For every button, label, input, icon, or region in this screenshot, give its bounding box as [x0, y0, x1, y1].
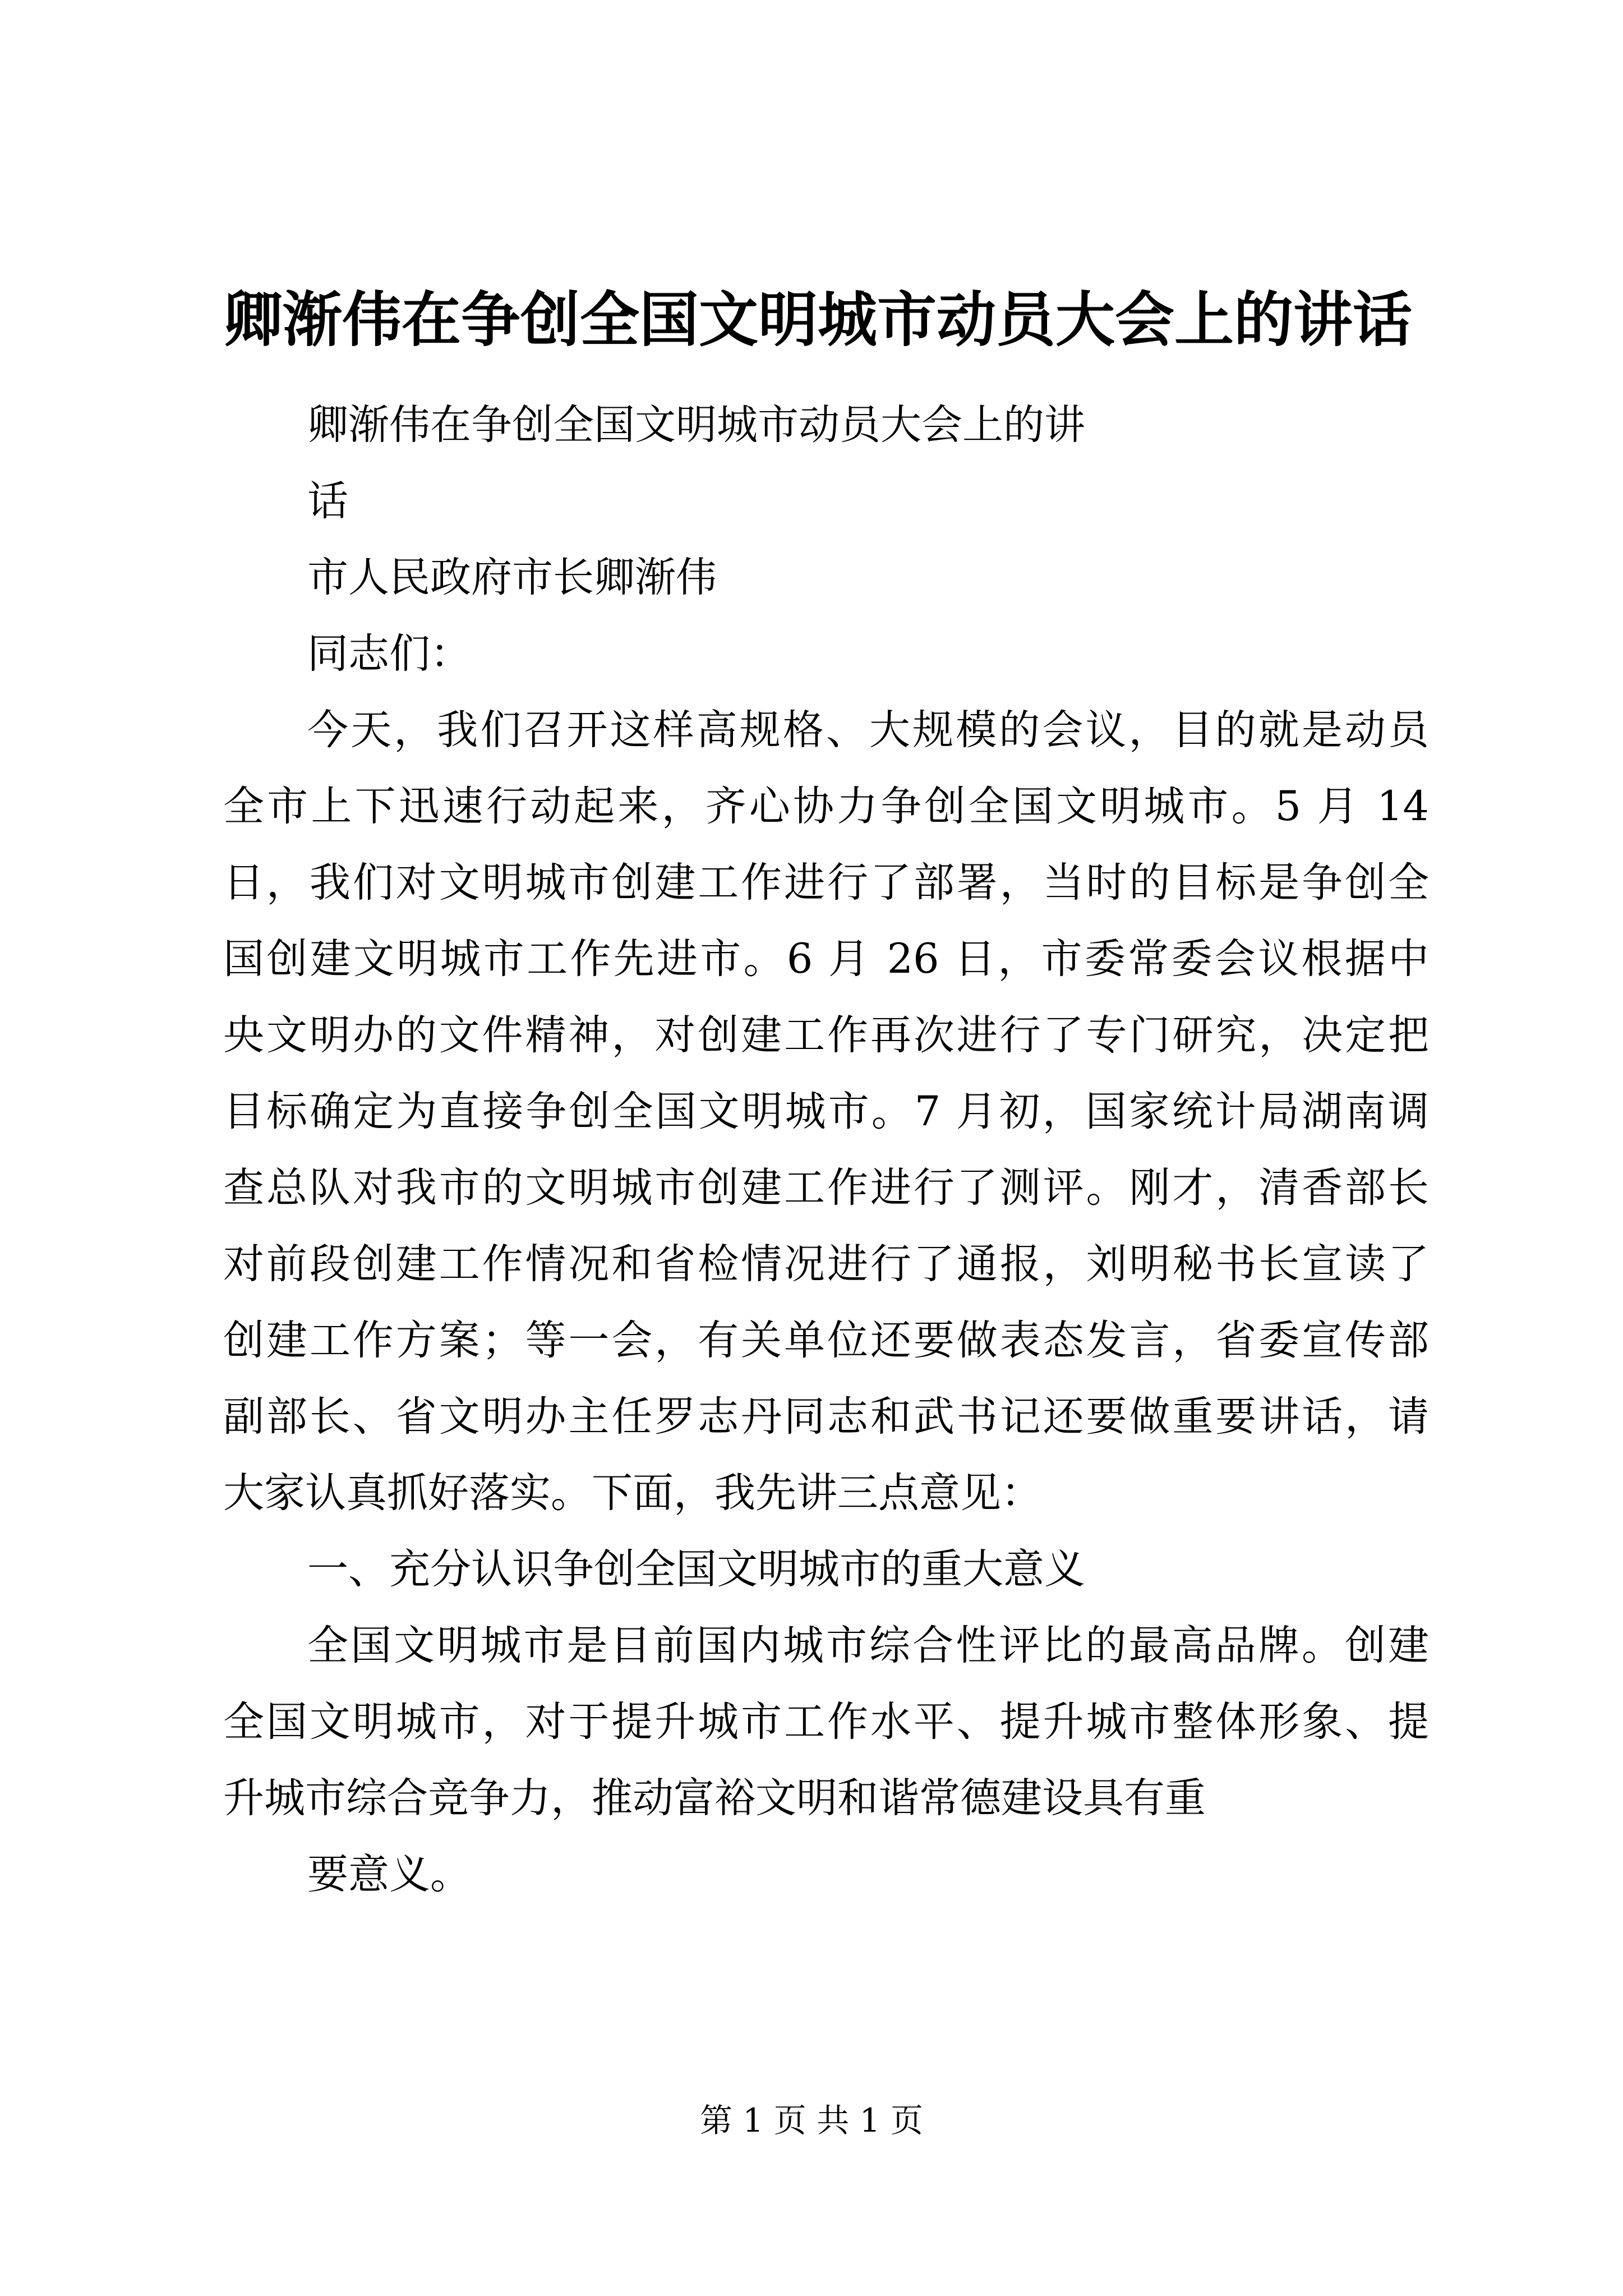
body-line: 全国文明城市，对于提升城市工作水平、提升城市整体形象、提	[223, 1698, 1429, 1746]
body-line: 央文明办的文件精神，对创建工作再次进行了专门研究，决定把	[223, 1011, 1429, 1059]
body-line: 国创建文明城市工作先进市。6 月 26 日，市委常委会议根据中	[223, 935, 1429, 983]
salutation-line: 同志们：	[307, 630, 471, 678]
body-line: 卿渐伟在争创全国文明城市动员大会上的讲	[307, 401, 1085, 449]
document-body	[223, 387, 1429, 1913]
body-line: 创建工作方案；等一会，有关单位还要做表态发言，省委宣传部	[223, 1317, 1429, 1364]
document-title: 卿渐伟在争创全国文明城市动员大会上的讲话	[223, 284, 1412, 355]
body-line: 升城市综合竞争力，推动富裕文明和谐常德建设具有重	[223, 1774, 1206, 1822]
author-line: 市人民政府市长卿渐伟	[307, 554, 717, 601]
body-line: 今天，我们召开这样高规格、大规模的会议，目的就是动员	[307, 706, 1429, 754]
body-line: 话	[307, 477, 348, 525]
body-line: 副部长、省文明办主任罗志丹同志和武书记还要做重要讲话，请	[223, 1393, 1429, 1441]
body-line: 全市上下迅速行动起来，齐心协力争创全国文明城市。5 月 14	[223, 783, 1429, 830]
body-line: 对前段创建工作情况和省检情况进行了通报，刘明秘书长宣读了	[223, 1240, 1429, 1288]
page-number-footer: 第 1 页 共 1 页	[700, 2101, 923, 2139]
body-line: 目标确定为直接争创全国文明城市。7 月初，国家统计局湖南调	[223, 1088, 1429, 1135]
body-line: 要意义。	[307, 1851, 471, 1898]
body-line: 日，我们对文明城市创建工作进行了部署，当时的目标是争创全	[223, 859, 1429, 907]
body-line: 大家认真抓好落实。下面，我先讲三点意见：	[223, 1469, 1042, 1517]
body-line: 查总队对我市的文明城市创建工作进行了测评。刚才，清香部长	[223, 1164, 1429, 1212]
body-line: 全国文明城市是目前国内城市综合性评比的最高品牌。创建	[307, 1622, 1429, 1669]
section-heading: 一、充分认识争创全国文明城市的重大意义	[307, 1545, 1085, 1593]
